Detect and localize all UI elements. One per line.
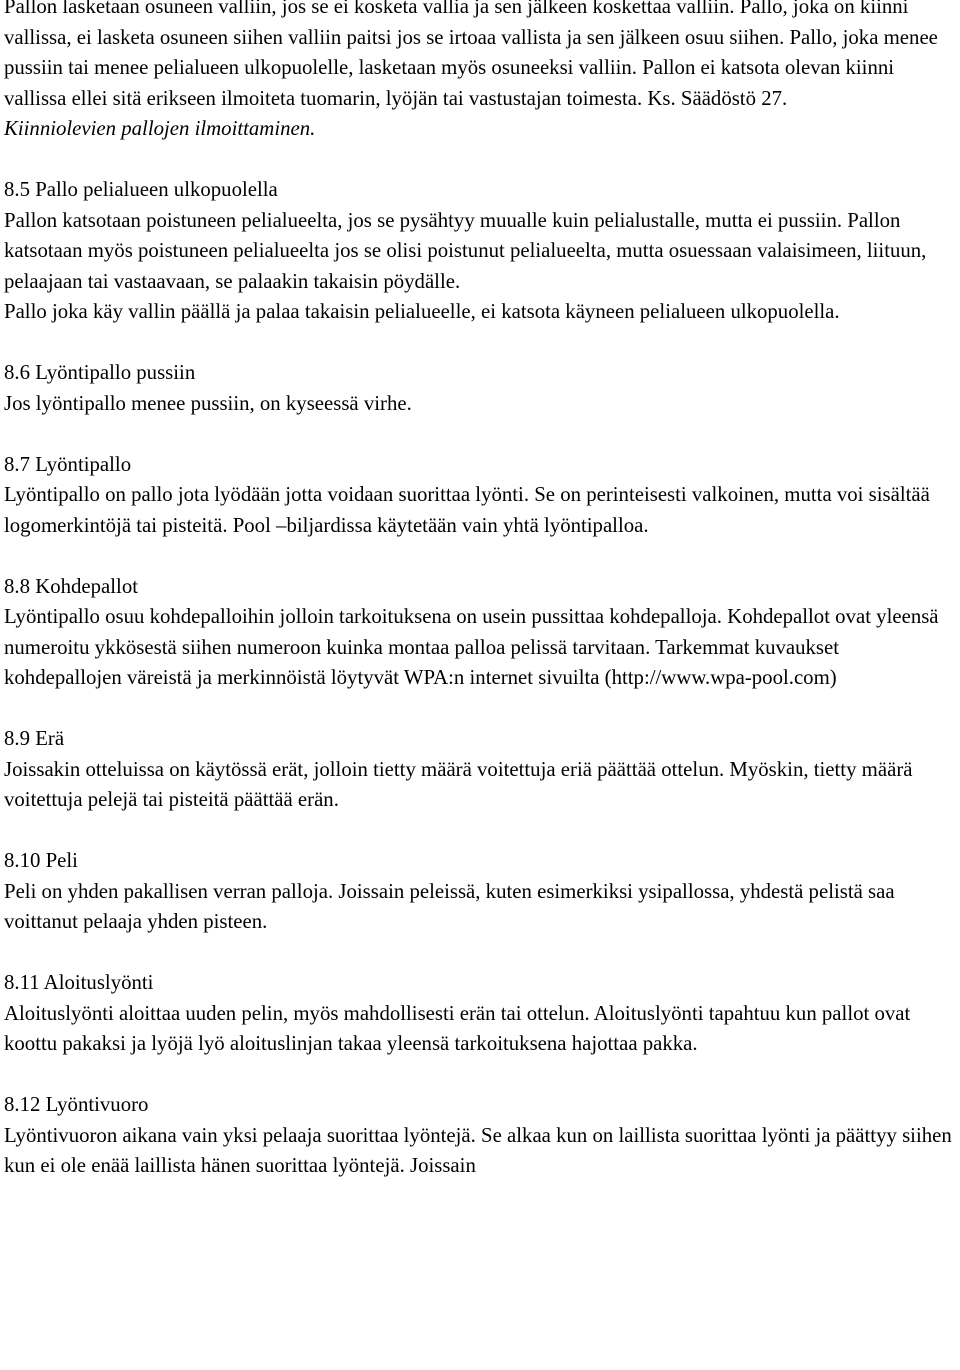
section-title: 8.7 Lyöntipallo xyxy=(4,452,132,476)
section-paragraph: Peli on yhden pakallisen verran palloja. Joissain peleissä, kuten esimerkiksi ysipallossa, yhdestä pelistä saa voittanut pelaaja yhden pisteen. xyxy=(4,879,895,933)
section-title: 8.8 Kohdepallot xyxy=(4,574,139,598)
section-8-11 xyxy=(4,968,956,1060)
intro-paragraph xyxy=(4,0,956,145)
document-page xyxy=(4,0,956,1182)
section-title: 8.11 Aloituslyönti xyxy=(4,971,154,994)
section-title: 8.10 Peli xyxy=(4,849,78,872)
section-title: 8.12 Lyöntivuoro xyxy=(4,1093,149,1116)
section-paragraph: Pallo joka käy vallin päällä ja palaa takaisin pelialueelle, ei katsota käyneen pelialueen ulkopuolella. xyxy=(4,300,840,323)
intro-reference: Kiinniolevien pallojen ilmoittaminen. xyxy=(4,117,316,140)
section-8-7 xyxy=(4,450,956,542)
section-paragraph: Pallon katsotaan poistuneen pelialueelta, jos se pysähtyy muualle kuin pelialustalle, mutta ei pussiin. Pallon katsotaan myös poistuneen pelialueelta jos se olisi poistunut pelialueelta, mutta osuessaan valaisimeen, liituun, pelaajaan tai vastaavaan, se palaakin takaisin pöydälle. xyxy=(4,208,927,293)
section-8-8 xyxy=(4,572,956,694)
section-paragraph: Lyöntivuoron aikana vain yksi pelaaja suorittaa lyöntejä. Se alkaa kun on laillista suorittaa lyönti ja päättyy siihen kun ei ole enää laillista hänen suorittaa lyöntejä. Joissain xyxy=(4,1123,952,1177)
section-8-9 xyxy=(4,724,956,816)
section-paragraph: Lyöntipallo osuu kohdepalloihin jolloin tarkoituksena on usein pussittaa kohdepalloja. Kohdepallot ovat yleensä numeroitu ykkösestä siihen numeroon kuinka montaa palloa pelissä tarvitaan. Tarkemmat kuvaukset kohdepallojen väreistä ja merkinnöistä löytyvät WPA:n internet sivuilta (http://www.wpa-pool.com) xyxy=(4,605,939,689)
section-8-6 xyxy=(4,358,956,419)
intro-text: Pallon lasketaan osuneen valliin, jos se ei kosketa vallia ja sen jälkeen koskettaa valliin. Pallo, joka on kiinni vallissa, ei lasketa osuneen siihen valliin paitsi jos se irtoaa vallista ja sen jälkeen osuu siihen. Pallo, joka menee pussiin tai menee pelialueen ulkopuolelle, lasketaan myös osuneeksi valliin. Pallon ei katsota olevan kiinni vallissa ellei sitä erikseen ilmoiteta tuomarin, lyöjän tai vastustajan toimesta. Ks. Säädöstö 27. xyxy=(4,0,938,110)
section-8-12 xyxy=(4,1090,956,1182)
section-paragraph: Joissakin otteluissa on käytössä erät, jolloin tietty määrä voitettuja eriä päättää ottelun. Myöskin, tietty määrä voitettuja pelejä tai pisteitä päättää erän. xyxy=(4,757,913,811)
section-title: 8.9 Erä xyxy=(4,727,65,750)
section-title: 8.5 Pallo pelialueen ulkopuolella xyxy=(4,178,278,201)
section-8-5 xyxy=(4,175,956,328)
section-8-10 xyxy=(4,846,956,938)
section-paragraph: Lyöntipallo on pallo jota lyödään jotta voidaan suorittaa lyönti. Se on perinteisesti valkoinen, mutta voi sisältää logomerkintöjä tai pisteitä. Pool –biljardissa käytetään vain yhtä lyöntipalloa. xyxy=(4,483,930,537)
section-paragraph: Jos lyöntipallo menee pussiin, on kyseessä virhe. xyxy=(4,391,412,415)
section-title: 8.6 Lyöntipallo pussiin xyxy=(4,361,196,384)
section-paragraph: Aloituslyönti aloittaa uuden pelin, myös mahdollisesti erän tai ottelun. Aloituslyönti tapahtuu kun pallot ovat koottu pakaksi ja lyöjä lyö aloituslinjan takaa yleensä tarkoituksena hajottaa pakka. xyxy=(4,1001,911,1055)
